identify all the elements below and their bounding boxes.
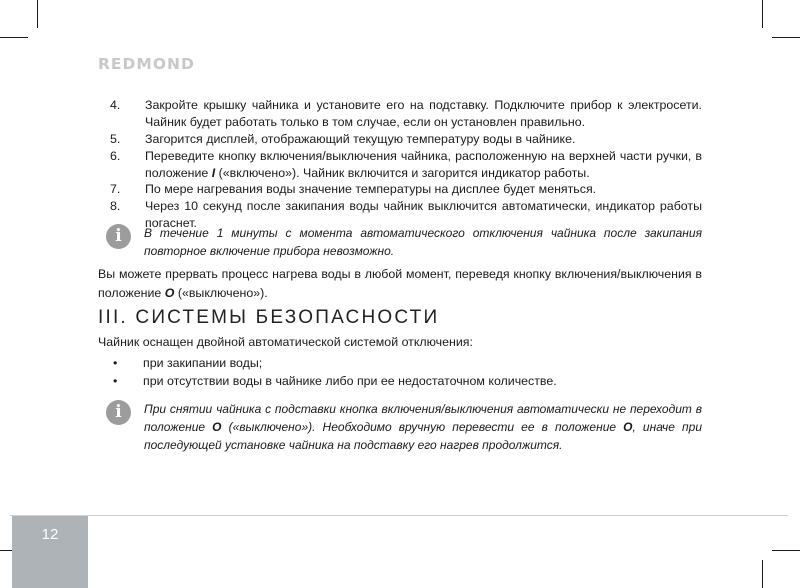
- crop-mark-bottom-right-v: [762, 560, 763, 588]
- position-symbol: I: [211, 166, 216, 180]
- step-text: Переведите кнопку включения/выключения чайника, расположенную на верхней части ручки, в положение I («включено»). Чайник включится и загорится индикатор работы.: [145, 149, 702, 180]
- step-number: 4.: [110, 98, 121, 112]
- bullet-text: при отсутствии воды в чайнике либо при ее недостаточном количестве.: [143, 374, 557, 388]
- info-icon: i: [106, 400, 131, 425]
- step-item: [110, 198, 702, 230]
- crop-mark-top-right-h: [772, 37, 800, 38]
- step-text: Загорится дисплей, отображающий текущую температуру воды в чайнике.: [145, 132, 576, 146]
- step-item: [110, 97, 702, 131]
- step-text: По мере нагревания воды значение температуры на дисплее будет меняться.: [145, 182, 597, 196]
- step-text: Закройте крышку чайника и установите его на подставку. Подключите прибор к электросети. Чайник будет работать только в том случае, если он установлен правильно.: [145, 98, 702, 129]
- section-intro: Чайник оснащен двойной автоматической системой отключения:: [98, 335, 473, 349]
- footer-divider: [10, 515, 788, 516]
- step-number: 7.: [110, 182, 121, 196]
- step-item: [110, 148, 702, 182]
- section-heading: III. СИСТЕМЫ БЕЗОПАСНОСТИ: [98, 307, 440, 328]
- info-note-text: При снятии чайника с подставки кнопка включения/выключения автоматически не переходит в положение О («выключено»). Необходимо вручную перевести ее в положение О, иначе при последующей установке чайника на подставку его нагрев продолжится.: [144, 402, 702, 452]
- page-number-box: [12, 516, 88, 588]
- position-symbol: O: [164, 286, 175, 300]
- crop-mark-top-left-v: [37, 0, 38, 28]
- crop-mark-bottom-right-h: [772, 550, 800, 551]
- position-symbol: О: [623, 420, 633, 434]
- step-number: 5.: [110, 132, 121, 146]
- info-note-text: В течение 1 минуты с момента автоматического отключения чайника после закипания повторное включение прибора невозможно.: [144, 226, 702, 258]
- step-item: [110, 131, 702, 148]
- brand-logo: REDMOND: [98, 55, 195, 73]
- step-item: [110, 181, 702, 198]
- step-number: 6.: [110, 149, 121, 163]
- body-paragraph: Вы можете прервать процесс нагрева воды в любой момент, переведя кнопку включения/выключения в положение O («выключено»).: [98, 267, 702, 300]
- step-number: 8.: [110, 199, 121, 213]
- bullet-text: при закипании воды;: [143, 356, 263, 370]
- info-icon: i: [106, 224, 131, 249]
- info-note: [106, 224, 702, 262]
- crop-mark-top-right-v: [762, 0, 763, 28]
- info-note: [106, 400, 702, 454]
- step-text: Через 10 секунд после закипания воды чайник выключится автоматически, индикатор работы погаснет.: [145, 199, 702, 230]
- page-number: 12: [41, 526, 59, 543]
- bullet-mark: •: [113, 356, 118, 370]
- crop-mark-top-left-h: [0, 37, 28, 38]
- position-symbol: О: [212, 420, 222, 434]
- bullet-mark: •: [113, 374, 118, 388]
